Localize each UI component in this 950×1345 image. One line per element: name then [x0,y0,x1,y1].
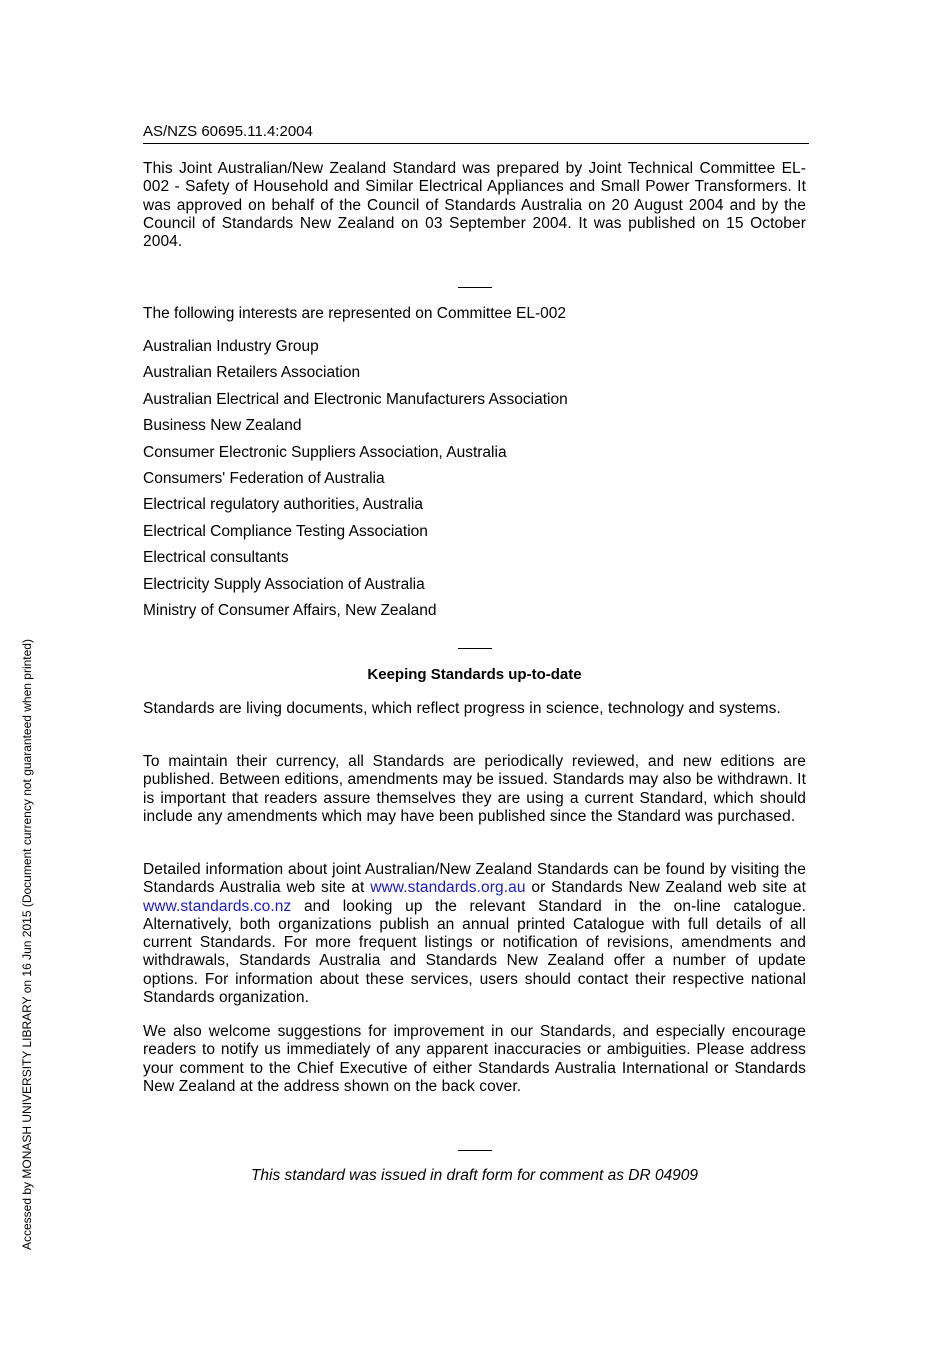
info-text-3: and looking up the relevant Standard in the on-line catalogue. Alternatively, both organizations publish an annual printed Catalogue with full details of all current Standards. For more frequent listings or notification of revisions, amendments and withdrawals, Standards Australia and Standards New Zealand offer a number of update options. For information about these services, users should contact their respective national Standards organization. [143,897,806,1007]
standards-nz-link[interactable]: www.standards.co.nz [143,897,292,915]
currency-paragraph: To maintain their currency, all Standards are periodically reviewed, and new editions are published. Between editions, amendments may be issued. Standards may also be withdrawn. It is important that readers assure themselves they are using a current Standard, which should include any amendments which may have been published since the Standard was purchased. [143,753,806,825]
keeping-standards-heading: Keeping Standards up-to-date [367,666,582,683]
info-text-1: Detailed information about joint Australian/New Zealand Standards can be found by visiting the Standards Australia web site at [143,861,806,897]
info-text-2: or Standards New Zealand web site at [525,879,806,897]
interest-item: Electrical Compliance Testing Association [143,522,428,540]
preamble-paragraph: This Joint Australian/New Zealand Standard was prepared by Joint Technical Committee EL-002 - Safety of Household and Similar Electrical Appliances and Small Power Transformers. It was approved on behalf of the Council of Standards Australia on 20 August 2004 and by the Council of Standards New Zealand on 03 September 2004. It was published on 15 October 2004. [143,160,806,251]
committee-intro: The following interests are represented on Committee EL-002 [143,305,567,322]
document-id-header: AS/NZS 60695.11.4:2004 [143,123,809,144]
access-watermark-note: Accessed by MONASH UNIVERSITY LIBRARY on 16 Jun 2015 (Document currency not guaranteed when printed) [20,639,34,1250]
section-separator [458,287,492,288]
draft-issue-note: This standard was issued in draft form for comment as DR 04909 [250,1167,699,1184]
interest-item: Australian Retailers Association [143,364,361,382]
section-separator [458,648,492,649]
interest-item: Electrical regulatory authorities, Australia [143,496,423,514]
suggestions-paragraph: We also welcome suggestions for improvement in our Standards, and especially encourage readers to notify us immediately of any apparent inaccuracies or ambiguities. Please address your comment to the Chief Executive of either Standards Australia International or Standards New Zealand at the address shown on the back cover. [143,1023,806,1095]
information-paragraph [143,861,806,1007]
interest-item: Ministry of Consumer Affairs, New Zealand [143,601,437,619]
standards-australia-link[interactable]: www.standards.org.au [370,879,526,897]
interest-item: Electrical consultants [143,549,289,567]
living-documents-paragraph: Standards are living documents, which reflect progress in science, technology and systems. [143,700,781,717]
interest-item: Electricity Supply Association of Australia [143,575,425,593]
interest-item: Consumer Electronic Suppliers Association, Australia [143,443,507,461]
interest-item: Business New Zealand [143,417,302,435]
interest-item: Consumers' Federation of Australia [143,469,385,487]
interest-item: Australian Industry Group [143,338,319,355]
section-separator [458,1150,492,1151]
committee-interests-list [143,338,568,628]
interest-item: Australian Electrical and Electronic Manufacturers Association [143,390,568,408]
